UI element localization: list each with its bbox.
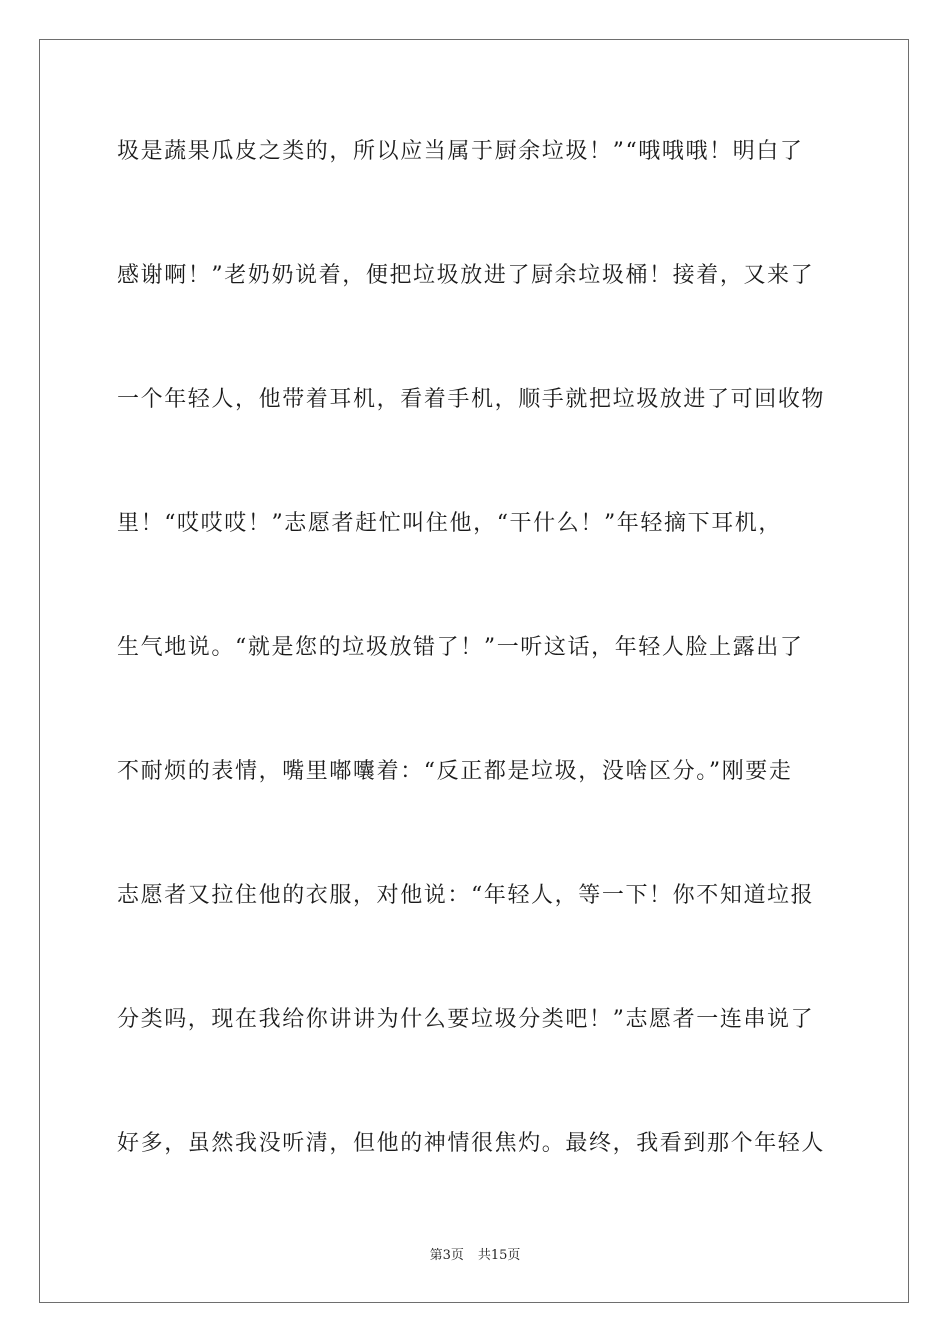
body-text-line: 圾是蔬果瓜皮之类的，所以应当属于厨余垃圾！”“哦哦哦！明白了 [117, 139, 804, 164]
body-text-line: 里！“哎哎哎！”志愿者赶忙叫住他，“干什么！”年轻摘下耳机， [117, 511, 782, 536]
body-text-line: 好多，虽然我没听清，但他的神情很焦灼。最终，我看到那个年轻人 [117, 1131, 826, 1156]
body-text-line: 生气地说。“就是您的垃圾放错了！”一听这话，年轻人脸上露出了 [117, 635, 804, 660]
body-text-line: 一个年轻人，他带着耳机，看着手机，顺手就把垃圾放进了可回收物 [117, 387, 826, 412]
body-text-line: 感谢啊！”老奶奶说着，便把垃圾放进了厨余垃圾桶！接着，又来了 [117, 263, 815, 288]
page-border [39, 39, 909, 1303]
page-total: 共15页 [477, 1248, 521, 1263]
page-footer [0, 1247, 950, 1265]
body-text-line: 志愿者又拉住他的衣服，对他说：“年轻人，等一下！你不知道垃报 [117, 883, 815, 908]
page-number: 第3页 [429, 1248, 464, 1263]
body-text-line: 不耐烦的表情，嘴里嘟囔着：“反正都是垃圾，没啥区分。”刚要走 [117, 759, 793, 784]
body-text-line: 分类吗，现在我给你讲讲为什么要垃圾分类吧！”志愿者一连串说了 [117, 1007, 815, 1032]
